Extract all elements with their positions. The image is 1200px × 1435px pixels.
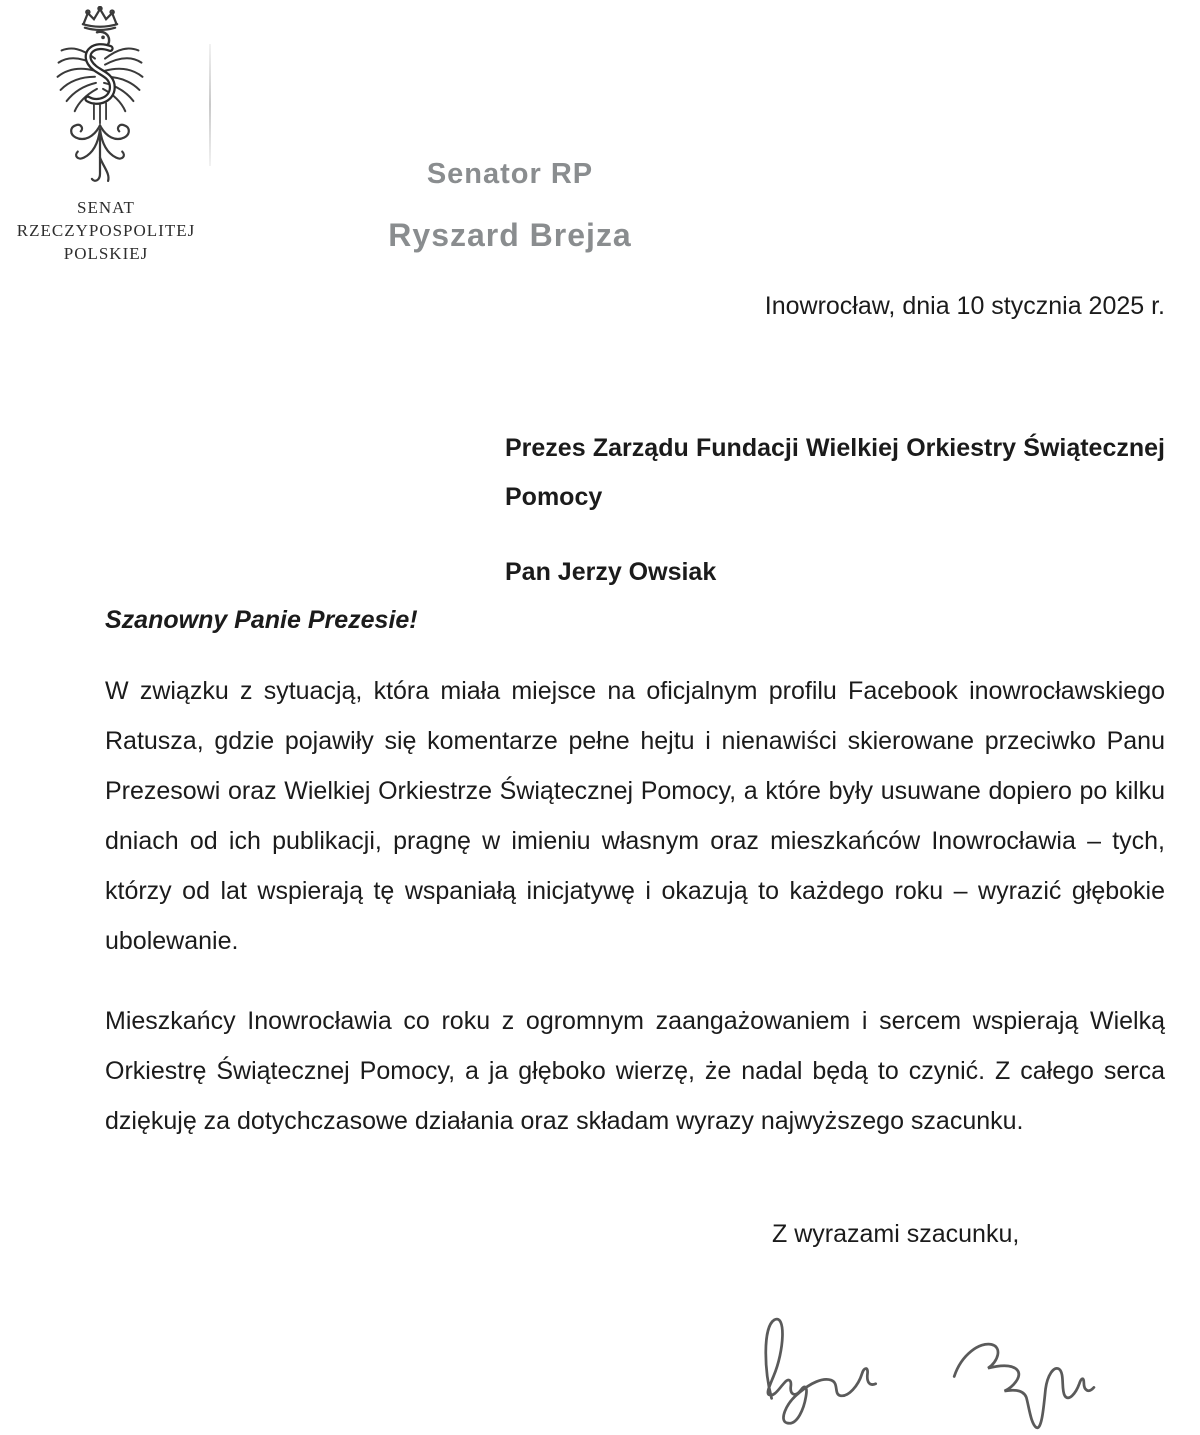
emblem-caption-line: SENAT	[77, 198, 135, 217]
body-paragraph-1: W związku z sytuacją, która miała miejsce na oficjalnym profilu Facebook inowrocławskiego Ratusza, gdzie pojawiły się komentarze pełne hejtu i nienawiści skierowane przeciwko Panu Prezesowi oraz Wielkiej Orkiestrze Świątecznej Pomocy, a które były usuwane dopiero po kilku dniach od ich publikacji, pragnę w imieniu własnym oraz mieszkańców Inowrocławia – tych, którzy od lat wspierają tę wspaniałą inicjatywę i okazują to każdego roku – wyrazić głębokie ubolewanie.	[105, 677, 1165, 955]
recipient-block	[505, 424, 1165, 597]
recipient-person: Pan Jerzy Owsiak	[505, 558, 717, 586]
sender-name: Ryszard Brejza	[388, 217, 632, 253]
date-line: Inowrocław, dnia 10 stycznia 2025 r.	[764, 292, 1165, 320]
emblem-caption	[0, 196, 212, 265]
emblem-caption-line: POLSKIEJ	[63, 244, 149, 263]
emblem-caption-line: RZECZYPOSPOLITEJ	[16, 221, 196, 240]
salutation: Szanowny Panie Prezesie!	[105, 606, 418, 634]
signature-scribble	[715, 1285, 1135, 1435]
recipient-organization: Prezes Zarządu Fundacji Wielkiej Orkiestry Świątecznej Pomocy	[505, 434, 1165, 511]
closing-line: Z wyrazami szacunku,	[772, 1220, 1020, 1248]
header-divider	[209, 44, 211, 166]
body-paragraph-2: Mieszkańcy Inowrocławia co roku z ogromnym zaangażowaniem i sercem wspierają Wielką Orkiestrę Świątecznej Pomocy, a ja głęboko wierzę, że nadal będą to czynić. Z całego serca dziękuję za dotychczasowe działania oraz składam wyrazy najwyższego szacunku.	[105, 1007, 1165, 1135]
senate-eagle-emblem	[48, 6, 152, 188]
sender-block	[300, 158, 720, 254]
sender-title: Senator RP	[426, 158, 594, 190]
